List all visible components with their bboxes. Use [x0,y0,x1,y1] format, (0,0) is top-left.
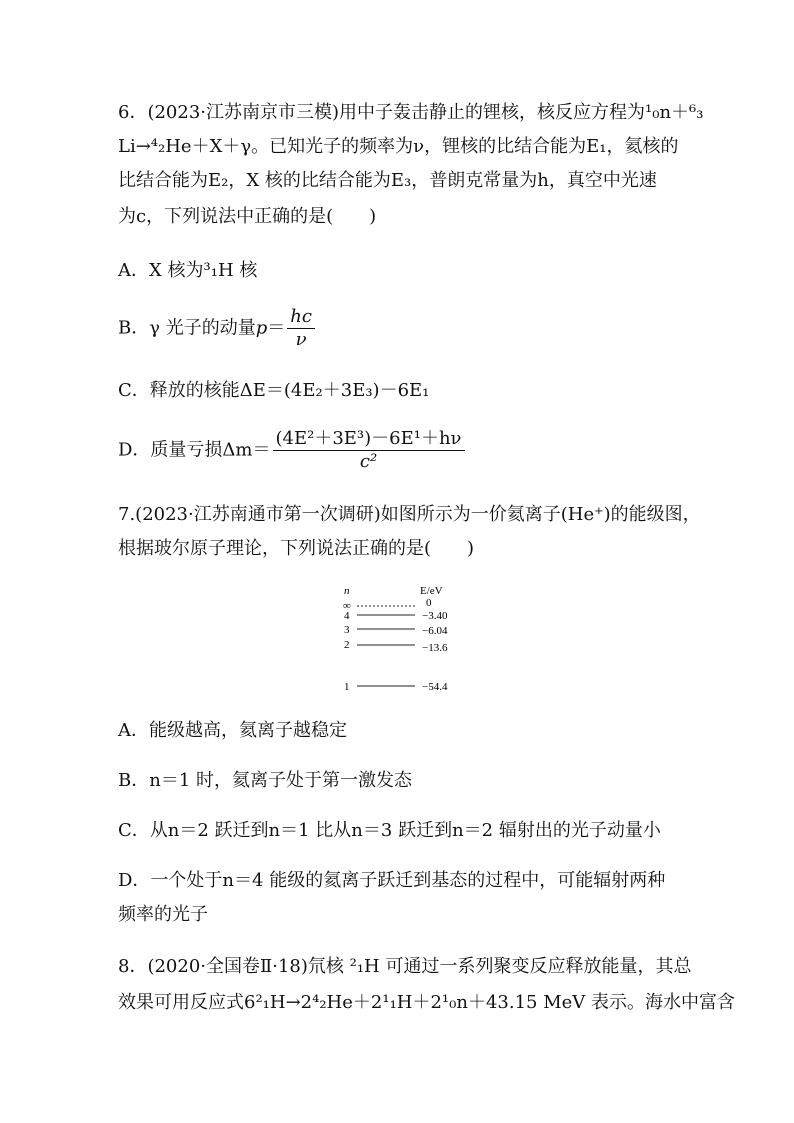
q6-line-1: 6．(2023·江苏南京市三模)用中子轰击静止的锂核，核反应方程为¹₀n＋⁶₃ [118,102,704,123]
level-energy-1: −54.4 [422,681,448,693]
diagram-e-header: E/eV [420,585,443,597]
q6-option-c: C．释放的核能ΔE＝(4E₂＋3E₃)－6E₁ [118,380,430,401]
fraction-numerator: hc [287,306,315,329]
energy-level-diagram [338,584,478,696]
q7-line-1: 7.(2023·江苏南通市第一次调研)如图所示为一价氦离子(He⁺)的能级图， [118,504,701,525]
q6-option-d [118,428,465,473]
fraction-numerator: (4E²＋3E³)－6E¹＋hν [273,428,465,451]
q6-option-d-fraction [273,428,465,473]
level-energy-inf: 0 [426,597,432,609]
q7-option-d-line-2: 频率的光子 [118,904,208,925]
level-label-4: 4 [344,610,350,622]
q7-option-b: B．n＝1 时，氦离子处于第一激发态 [118,770,412,791]
q7-option-c: C．从n＝2 跃迁到n＝1 比从n＝3 跃迁到n＝2 辐射出的光子动量小 [118,820,661,841]
level-energy-2: −13.6 [422,642,448,654]
q7-line-2: 根据玻尔原子理论，下列说法正确的是( ) [118,538,475,559]
q6-line-3: 比结合能为E₂，X 核的比结合能为E₃，普朗克常量为h，真空中光速 [118,170,657,191]
fraction-denominator: c² [359,451,378,472]
q6-option-d-prefix: D．质量亏损Δm＝ [118,439,271,461]
q6-option-b: B．γ 光子的动量p＝ $\frac{hc}{\nu}$ [118,306,315,351]
level-label-inf: ∞ [343,600,351,612]
q6-option-b-var: p [255,317,268,339]
q6-option-a: A．X 核为³₁H 核 [118,260,258,281]
level-energy-3: −6.04 [422,625,448,637]
level-energy-4: −3.40 [422,610,448,622]
q6-option-b-fraction [287,306,315,351]
fraction-denominator: ν [295,329,307,350]
q6-line-4: 为c，下列说法中正确的是( ) [118,206,377,227]
diagram-n-header: n [344,585,350,597]
level-label-1: 1 [344,681,350,693]
q7-option-d-line-1: D．一个处于n＝4 能级的氦离子跃迁到基态的过程中，可能辐射两种 [118,870,666,891]
q8-line-2: 效果可用反应式6²₁H→2⁴₂He＋2¹₁H＋2¹₀n＋43.15 MeV 表示。海水中富含 [118,992,736,1013]
level-label-3: 3 [344,624,350,636]
q6-line-2: Li→⁴₂He＋X＋γ。已知光子的频率为ν，锂核的比结合能为E₁，氦核的 [118,136,679,157]
q7-option-a: A．能级越高，氦离子越稳定 [118,720,347,741]
level-label-2: 2 [344,639,350,651]
q6-option-b-prefix: B．γ 光子的动量 [118,317,256,339]
q8-line-1: 8．(2020·全国卷Ⅱ·18)氘核 ²₁H 可通过一系列聚变反应释放能量，其总 [118,956,692,977]
